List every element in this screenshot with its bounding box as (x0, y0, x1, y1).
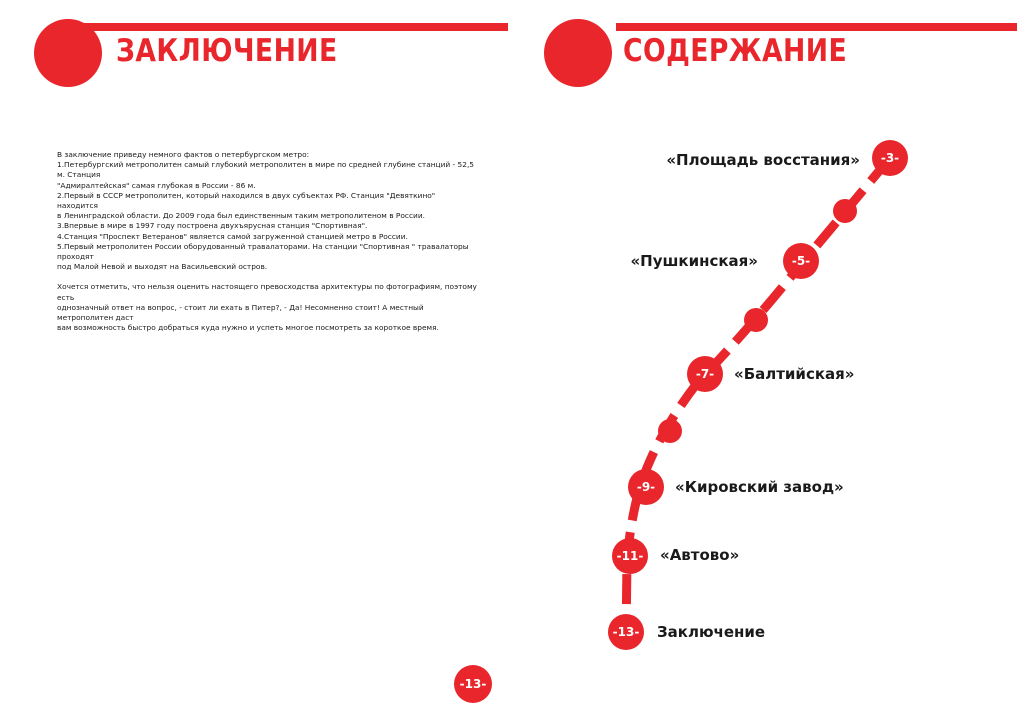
station-label[interactable]: «Площадь восстания» (666, 151, 860, 169)
line-dot (833, 199, 857, 223)
text-line: 1.Петербургский метрополитен самый глубокий метрополитен в мире по средней глубине станций - 52,5 м. Станция (57, 160, 475, 180)
header-circle (34, 19, 102, 87)
text-line: 4.Станция "Проспект Ветеранов" является самой загруженной станцией метро в России. (57, 231, 408, 241)
line-dot (658, 419, 682, 443)
station-label[interactable]: «Кировский завод» (675, 478, 844, 496)
text-line: "Адмиралтейская" самая глубокая в России - 86 м. (57, 180, 256, 190)
page-number: -13- (454, 665, 492, 703)
station-label[interactable]: «Пушкинская» (630, 252, 758, 270)
header-bar (70, 23, 508, 31)
station-marker[interactable]: -7- (687, 356, 723, 392)
page-title: СОДЕРЖАНИЕ (623, 33, 848, 69)
right-page (508, 0, 1017, 722)
text-line: вам возможность быстро добраться куда нужно и успеть многое посмотреть за короткое время. (57, 323, 439, 333)
text-line: однозначный ответ на вопрос, - стоит ли ехать в Питер?, - Да! Несомненно стоит! А местный метрополитен даст (57, 302, 424, 323)
station-label[interactable]: «Автово» (660, 546, 740, 564)
station-marker[interactable]: -9- (628, 469, 664, 505)
text-line: под Малой Невой и выходят на Васильевский остров. (57, 262, 268, 272)
station-label[interactable]: «Балтийская» (734, 365, 855, 383)
station-marker[interactable]: -3- (872, 140, 908, 176)
left-page (0, 0, 508, 722)
text-line: в Ленинградской области. До 2009 года был единственным таким метрополитеном в России. (57, 211, 425, 221)
facts-text (57, 150, 477, 333)
station-marker[interactable]: -13- (608, 614, 644, 650)
text-line: В заключение приведу немного фактов о петербургском метро: (57, 150, 310, 159)
page-title: ЗАКЛЮЧЕНИЕ (116, 33, 338, 69)
station-marker[interactable]: -5- (783, 243, 819, 279)
text-line: 5.Первый метрополитен России оборудованный травалаторами. На станции "Спортивная " травалаторы проходят (57, 241, 469, 262)
text-line: Хочется отметить, что нельзя оценить настоящего превосходства архитектуры по фотографиям, поэтому есть (57, 282, 477, 302)
station-marker[interactable]: -11- (612, 538, 648, 574)
station-label[interactable]: Заключение (657, 623, 766, 641)
line-dot (744, 308, 768, 332)
metro-line (508, 0, 1017, 722)
text-line: 3.Впервые в мире в 1997 году построена двухъярусная станция "Спортивная". (57, 221, 368, 231)
text-line: 2.Первый в СССР метрополитен, который находился в двух субъектах РФ. Станция "Девяткино" находится (57, 190, 436, 211)
